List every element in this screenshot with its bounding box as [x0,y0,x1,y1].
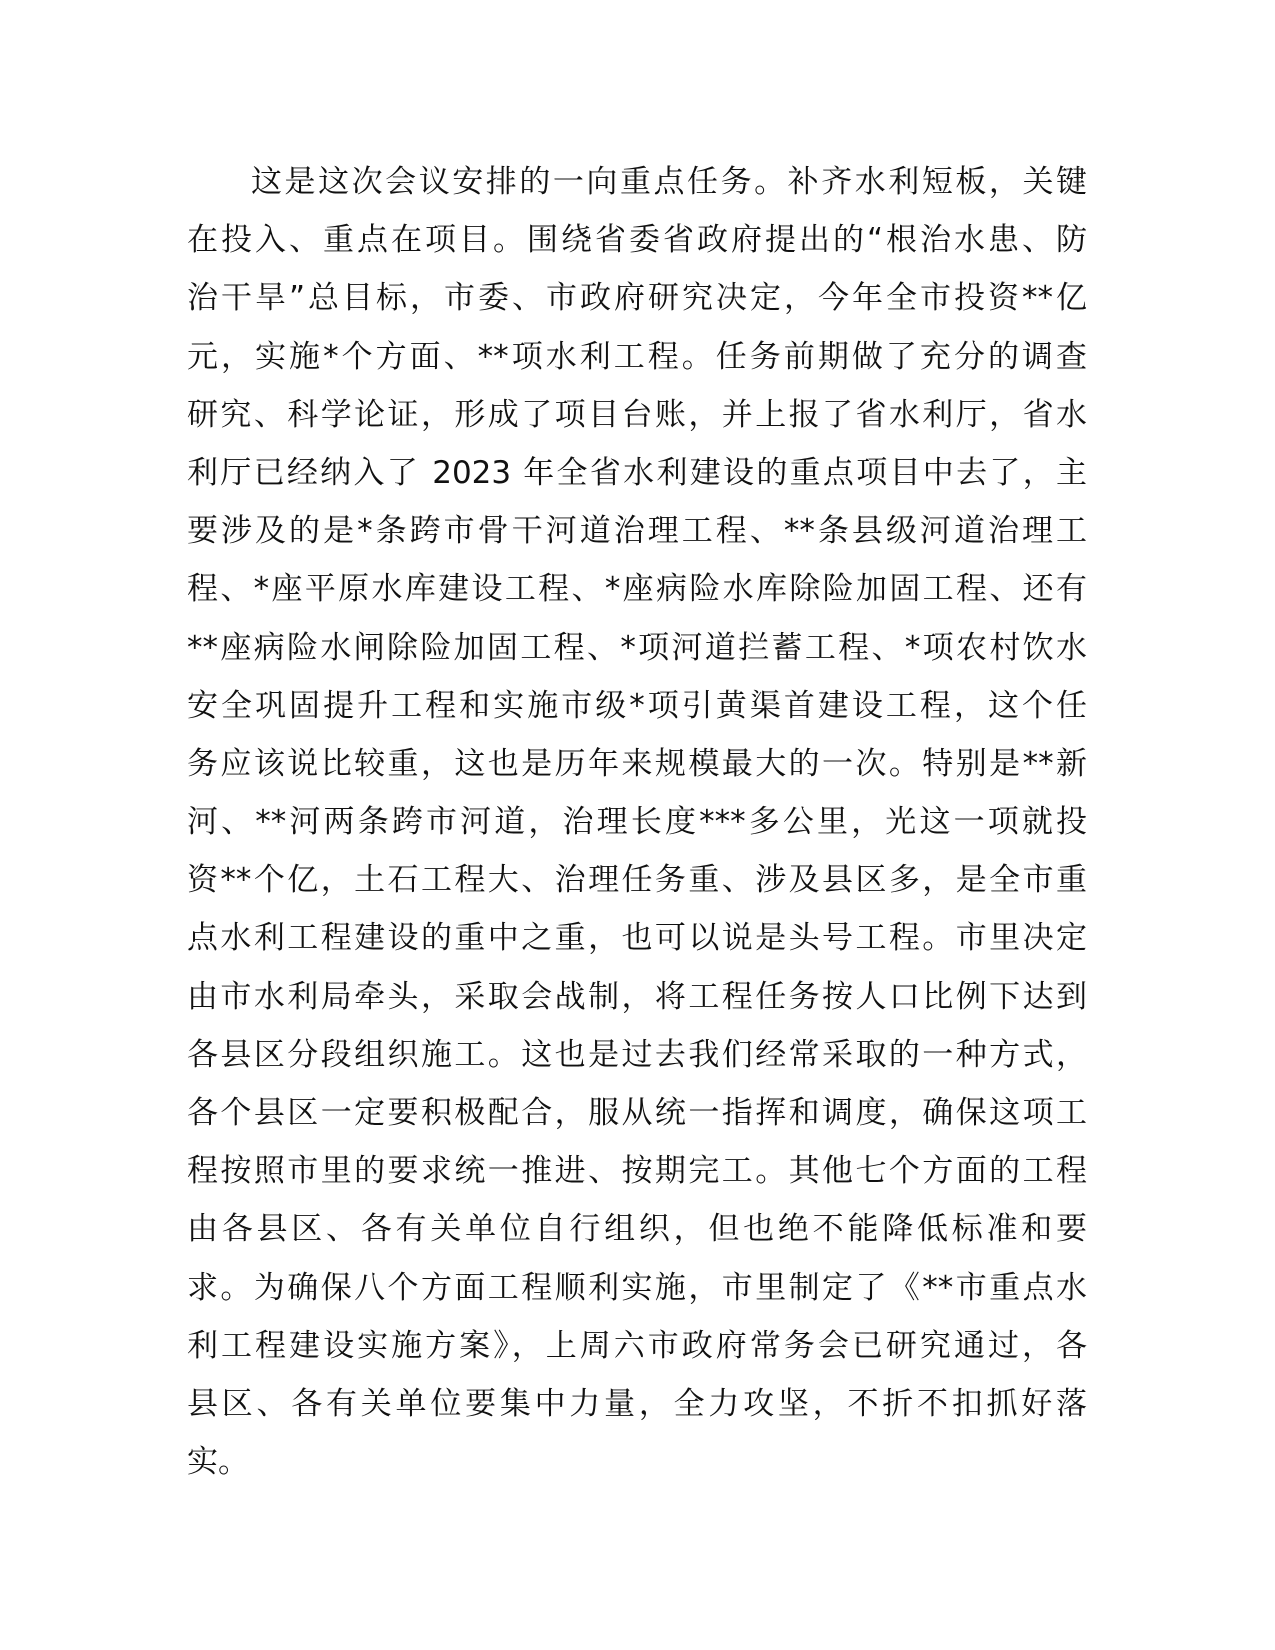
paragraph-line: 安全巩固提升工程和实施市级*项引黄渠首建设工程，这个任 [187,687,1087,724]
paragraph-line: 程、*座平原水库建设工程、*座病险水库除险加固工程、还有 [187,571,1087,608]
paragraph-line: 利工程建设实施方案》，上周六市政府常务会已研究通过，各 [187,1327,1087,1364]
paragraph-line: **座病险水闸除险加固工程、*项河道拦蓄工程、*项农村饮水 [187,629,1087,666]
paragraph-line: 这是这次会议安排的一向重点任务。补齐水利短板，关键 [251,164,1087,200]
paragraph-line: 研究、科学论证，形成了项目台账，并上报了省水利厅，省水 [187,396,1087,433]
paragraph-line: 由各县区、各有关单位自行组织，但也绝不能降低标准和要 [187,1211,1087,1248]
paragraph-line: 实。 [187,1444,249,1481]
paragraph-line: 各个县区一定要积极配合，服从统一指挥和调度，确保这项工 [187,1095,1087,1131]
paragraph-line: 元，实施*个方面、**项水利工程。任务前期做了充分的调查 [187,338,1087,375]
paragraph-line: 利厅已经纳入了 2023 年全省水利建设的重点项目中去了，主 [187,454,1087,491]
paragraph-line: 要涉及的是*条跨市骨干河道治理工程、**条县级河道治理工 [187,513,1087,550]
paragraph-line: 由市水利局牵头，采取会战制，将工程任务按人口比例下达到 [187,978,1087,1015]
paragraph-line: 各县区分段组织施工。这也是过去我们经常采取的一种方式， [187,1036,1087,1073]
paragraph-line: 务应该说比较重，这也是历年来规模最大的一次。特别是**新 [187,745,1087,782]
paragraph-line: 程按照市里的要求统一推进、按期完工。其他七个方面的工程 [187,1153,1087,1190]
paragraph-line: 河、**河两条跨市河道，治理长度***多公里，光这一项就投 [187,804,1087,841]
paragraph-line: 治干旱”总目标，市委、市政府研究决定，今年全市投资**亿 [187,280,1087,317]
paragraph-line: 点水利工程建设的重中之重，也可以说是头号工程。市里决定 [187,920,1087,957]
paragraph-line: 在投入、重点在项目。围绕省委省政府提出的“根治水患、防 [187,222,1087,259]
paragraph-line: 资**个亿，土石工程大、治理任务重、涉及县区多，是全市重 [187,862,1087,899]
body-paragraph [187,153,1087,1491]
paragraph-line: 县区、各有关单位要集中力量，全力攻坚，不折不扣抓好落 [187,1385,1087,1422]
paragraph-line: 求。为确保八个方面工程顺利实施，市里制定了《**市重点水 [187,1269,1087,1306]
